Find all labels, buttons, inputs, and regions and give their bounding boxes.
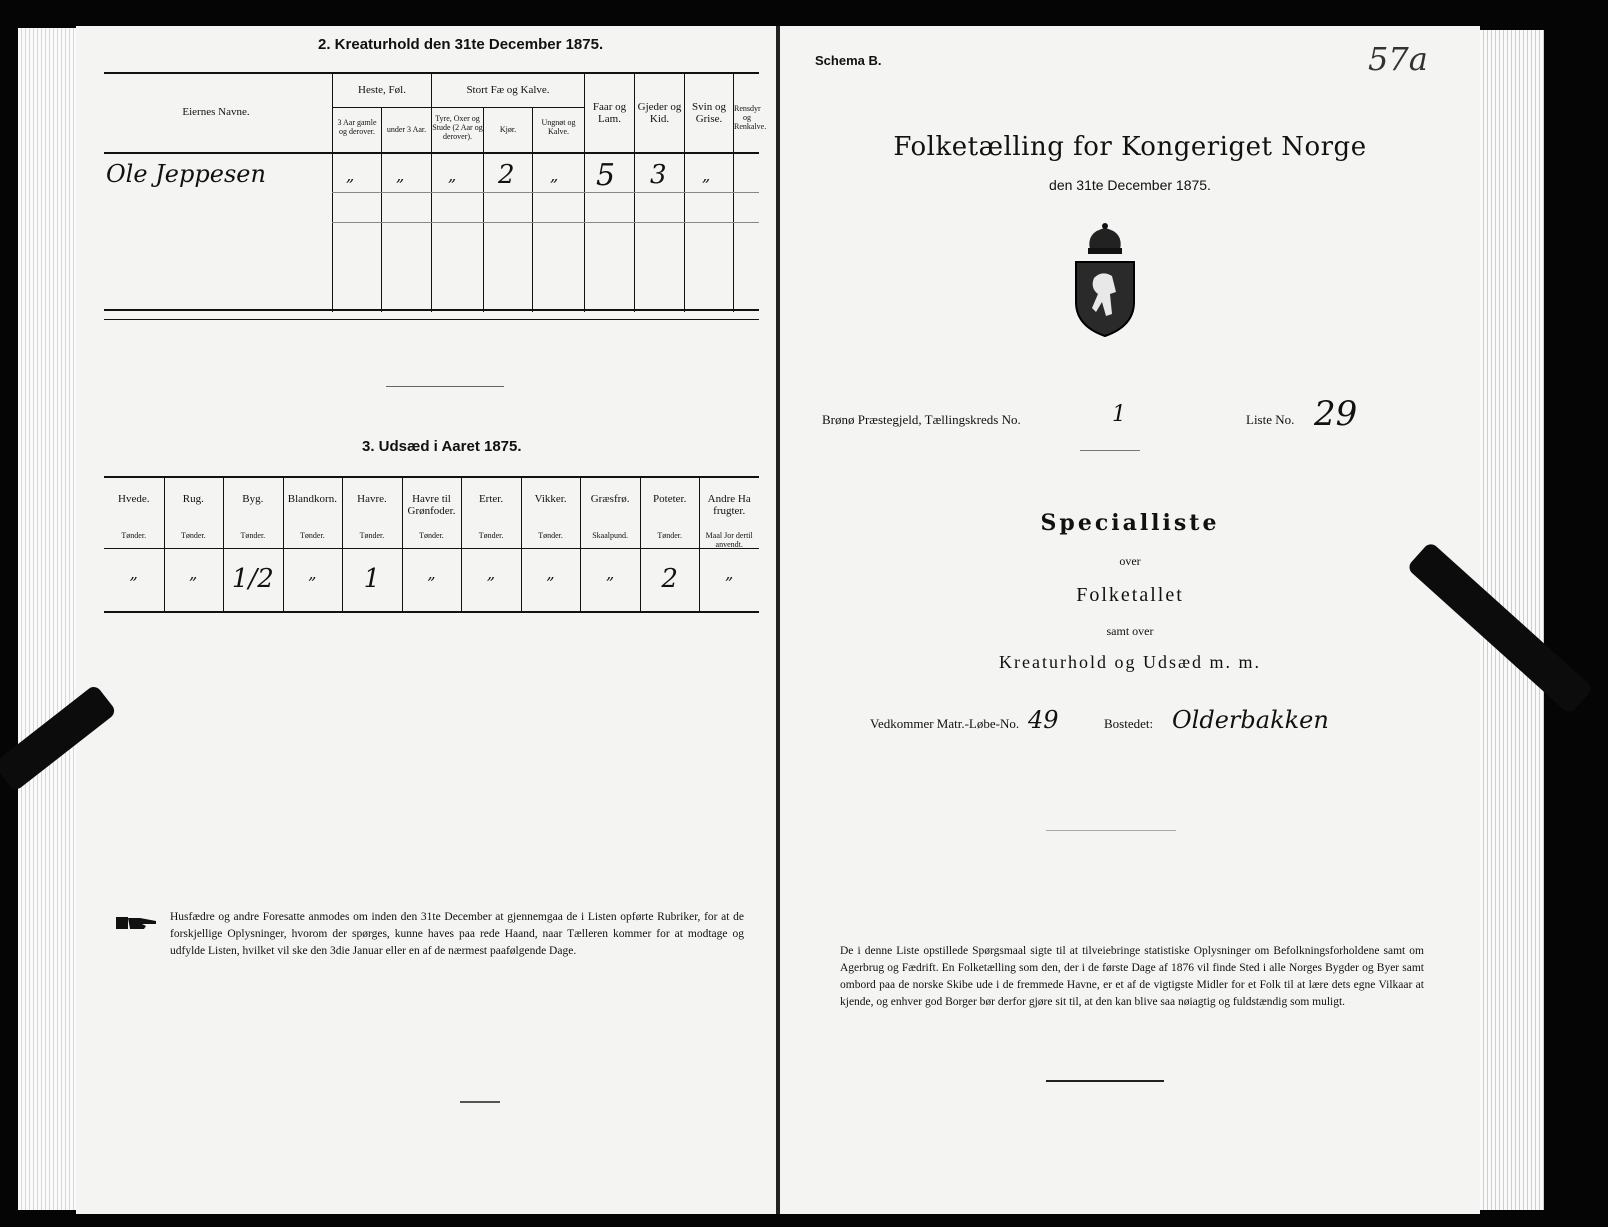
seed-value: 1 bbox=[363, 564, 381, 594]
seed-column-unit: Tønder. bbox=[180, 531, 206, 540]
col-heste-under: under 3 Aar. bbox=[386, 125, 427, 134]
heste-under-value: „ bbox=[396, 166, 405, 185]
seed-value: „ bbox=[605, 564, 615, 583]
page-number: 57a bbox=[1368, 40, 1428, 78]
seed-column-name: Havre til Grønfoder. bbox=[407, 493, 456, 517]
group-heste: Heste, Føl. bbox=[358, 84, 406, 96]
seed-column-unit: Tønder. bbox=[121, 531, 147, 540]
col-kjor: Kjør. bbox=[499, 125, 517, 134]
col-tyre: Tyre, Oxer og Stude (2 Aar og derover). bbox=[432, 114, 483, 141]
district-value: 1 bbox=[1112, 402, 1126, 427]
kjor-value: 2 bbox=[498, 160, 515, 190]
col-faar: Faar og Lam. bbox=[592, 101, 627, 125]
bosted-label: Bostedet: bbox=[1104, 716, 1154, 731]
seed-value: 2 bbox=[661, 564, 678, 594]
samt-over-text: samt over bbox=[1106, 624, 1154, 638]
seed-column-name: Havre. bbox=[357, 493, 387, 505]
col-svin: Svin og Grise. bbox=[692, 101, 726, 125]
seed-column-unit: Tønder. bbox=[419, 531, 444, 540]
seed-column-name: Græsfrø. bbox=[590, 493, 630, 505]
owner-header: Eiernes Navne. bbox=[182, 106, 250, 118]
seed-column-name: Blandkorn. bbox=[287, 493, 337, 505]
district-label: Brønø Præstegjeld, Tællingskreds No. bbox=[822, 412, 1021, 427]
seed-value: „ bbox=[725, 564, 734, 583]
col-gjeder: Gjeder og Kid. bbox=[637, 101, 682, 125]
seed-value: „ bbox=[427, 564, 436, 583]
list-label: Liste No. bbox=[1246, 412, 1295, 427]
seed-value: „ bbox=[189, 564, 198, 583]
seed-column-name: Byg. bbox=[242, 493, 264, 505]
group-stort-fae: Stort Fæ og Kalve. bbox=[466, 84, 550, 96]
section2-title: 2. Kreaturhold den 31te December 1875. bbox=[318, 36, 604, 53]
seed-column-name: Andre Ha frugter. bbox=[707, 493, 751, 517]
tyre-value: „ bbox=[448, 166, 457, 185]
norway-coat-of-arms-icon bbox=[1072, 222, 1138, 340]
over-text: over bbox=[1119, 554, 1141, 568]
seed-value: „ bbox=[129, 564, 138, 583]
specialliste-heading: Specialliste bbox=[1040, 510, 1220, 536]
svin-value: „ bbox=[702, 166, 711, 185]
schema-label: Schema B. bbox=[815, 53, 882, 68]
left-page bbox=[76, 26, 778, 1214]
owner-name: Ole Jeppesen bbox=[106, 160, 266, 188]
gjeder-value: 3 bbox=[650, 160, 667, 190]
pointing-hand-icon bbox=[116, 914, 158, 932]
seed-column-unit: Tønder. bbox=[657, 531, 682, 540]
kreaturhold-text: Kreaturhold og Udsæd m. m. bbox=[999, 652, 1261, 672]
seed-value: 1/2 bbox=[231, 564, 274, 594]
right-page bbox=[780, 26, 1480, 1214]
seed-column-unit: Tønder. bbox=[538, 531, 563, 540]
seed-value: „ bbox=[486, 564, 496, 583]
list-value: 29 bbox=[1314, 394, 1358, 434]
page-title: Folketælling for Kongeriget Norge bbox=[893, 132, 1367, 162]
seed-column-name: Erter. bbox=[478, 493, 504, 505]
section3-title: 3. Udsæd i Aaret 1875. bbox=[362, 438, 522, 455]
folketallet-text: Folketallet bbox=[1076, 584, 1184, 606]
seed-column-name: Hvede. bbox=[118, 493, 150, 505]
left-page-edges bbox=[18, 28, 76, 1210]
seed-column-unit: Skaalpund. bbox=[592, 531, 629, 540]
seed-column-unit: Maal Jor dertil anvendt. bbox=[705, 531, 753, 549]
seed-column-unit: Tønder. bbox=[300, 531, 325, 540]
seed-value: „ bbox=[308, 564, 317, 583]
seed-column-name: Rug. bbox=[182, 493, 204, 505]
seed-column-name: Poteter. bbox=[653, 493, 687, 505]
seed-column-unit: Tønder. bbox=[478, 531, 504, 540]
seed-column-name: Vikker. bbox=[534, 493, 567, 505]
col-heste-gamle: 3 Aar gamle og derover. bbox=[337, 118, 377, 136]
bosted-value: Olderbakken bbox=[1172, 706, 1329, 734]
seed-value: „ bbox=[546, 564, 555, 583]
census-date: den 31te December 1875. bbox=[1049, 177, 1211, 193]
seed-column-unit: Tønder. bbox=[240, 531, 266, 540]
heste-gamle-value: „ bbox=[346, 166, 355, 185]
matr-value: 49 bbox=[1028, 706, 1059, 734]
col-ungnot: Ungnøt og Kalve. bbox=[541, 118, 576, 136]
faar-value: 5 bbox=[596, 158, 616, 193]
col-rensdyr: Rensdyr og Renkalve. bbox=[734, 104, 767, 131]
info-paragraph: De i denne Liste opstillede Spørgsmaal sigte til at tilveiebringe statistiske Oplysninger om Befolkningsforholdene samt om Agerbrug og Fædrift. En Folketælling som den, der i de første Dage af 1876 vil finde Sted i alle Norges Bygder og Byer samt ombord paa de norske Skibe ude i de fremmede Havne, er et af de vigtigste Midler for et Folk til at lære dets egne Vilkaar at kjende, og enhver god Borger bør derfor gjøre sit til, at den kan blive saa nøiagtig og fuldstændig som muligt. bbox=[840, 945, 1424, 1008]
notice-text: Husfædre og andre Foresatte anmodes om inden den 31te December at gjennemgaa de i Listen opførte Rubriker, for at de forskjellige Oplysninger, hvorom der spørges, kunne haves paa rede Haand, naar Tælleren kommer for at modtage og udfylde Listen, hvilket vil ske den 3die Januar eller en af de nærmest paafølgende Dage. bbox=[170, 911, 744, 957]
seed-column-unit: Tønder. bbox=[359, 531, 385, 540]
ungnot-value: „ bbox=[550, 166, 559, 185]
matr-label: Vedkommer Matr.-Løbe-No. bbox=[870, 716, 1020, 731]
